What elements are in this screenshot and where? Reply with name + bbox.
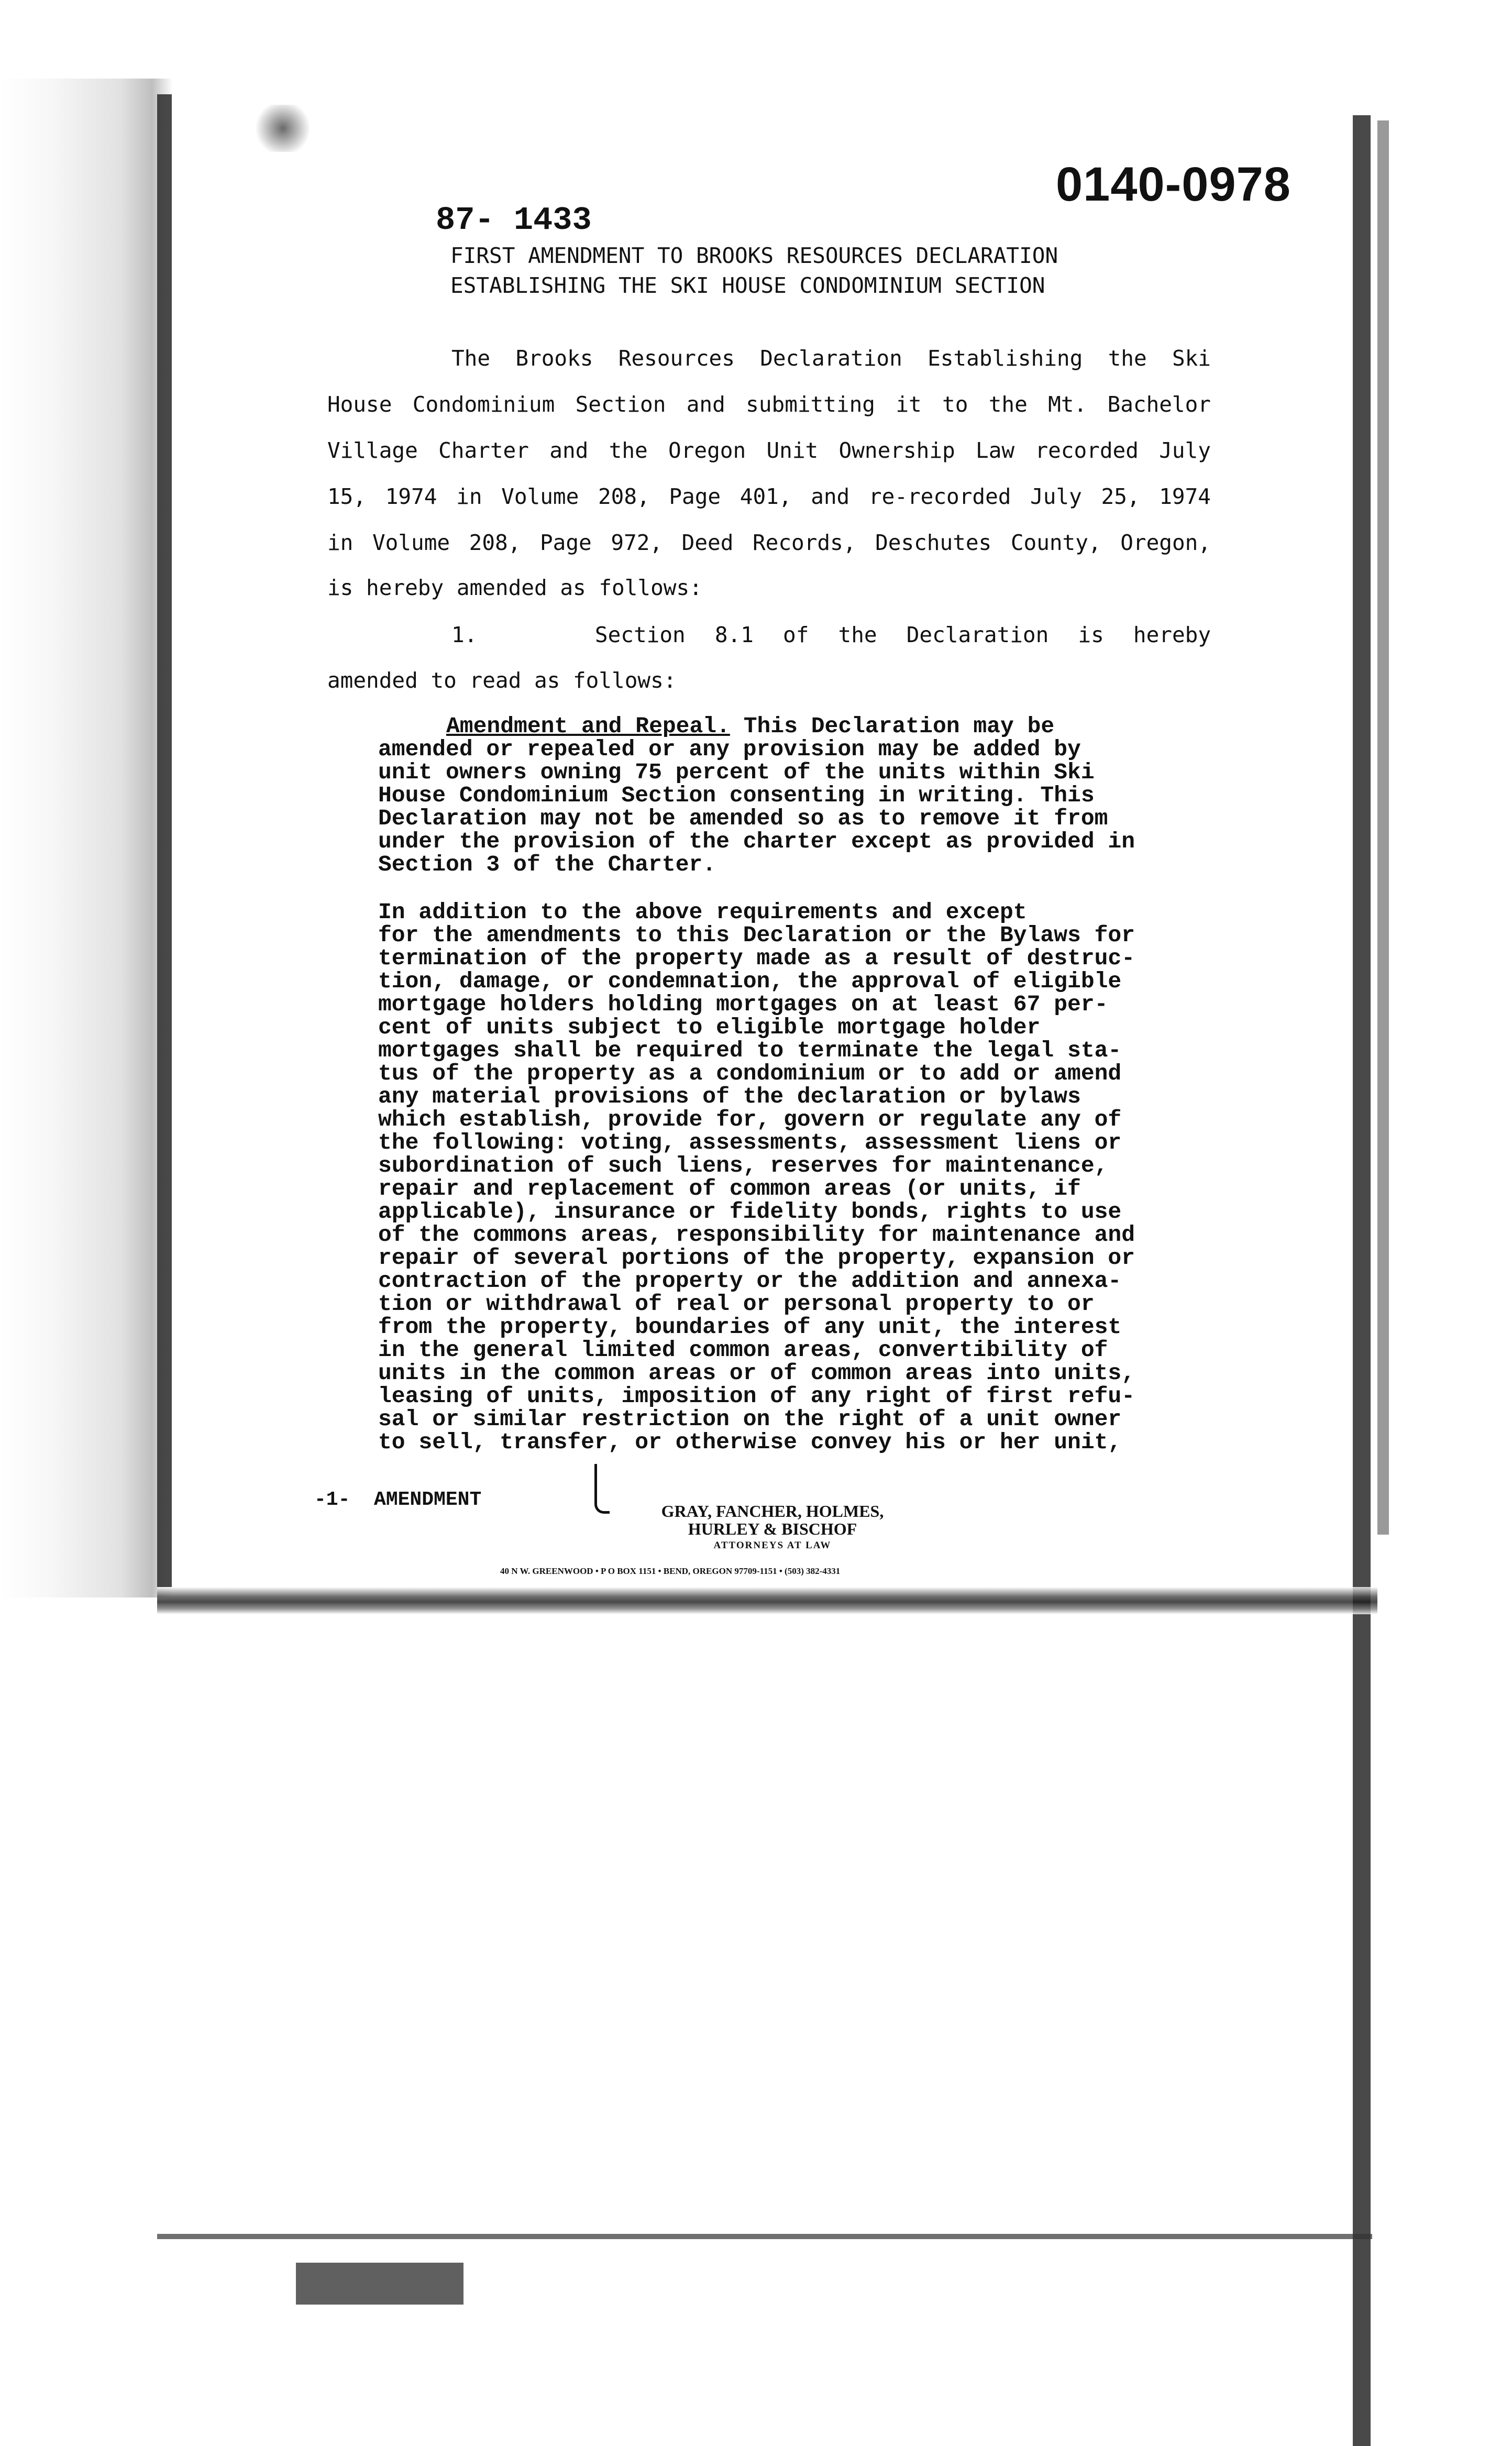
quote-line: which establish, provide for, govern or regulate any of	[378, 1107, 1122, 1132]
quote-line: tion or withdrawal of real or personal property to or	[378, 1291, 1095, 1317]
quote-line: subordination of such liens, reserves for maintenance,	[378, 1153, 1108, 1178]
firm-address: 40 N W. GREENWOOD • P O BOX 1151 • BEND, OREGON 97709-1151 • (503) 382-4331	[500, 1566, 841, 1576]
firm-name-line: GRAY, FANCHER, HOLMES,	[661, 1502, 884, 1521]
title-line: ESTABLISHING THE SKI HOUSE CONDOMINIUM SECTION	[450, 273, 1045, 298]
quote-line: applicable), insurance or fidelity bonds, rights to use	[378, 1199, 1122, 1225]
quote-line: contraction of the property or the addition and annexa-	[378, 1268, 1122, 1294]
scan-smudge	[296, 2263, 463, 2305]
quote-line: termination of the property made as a result of destruc-	[378, 945, 1135, 971]
scan-edge-right-inner	[1377, 120, 1389, 1535]
quoted-section-8-1	[378, 715, 1142, 876]
scan-edge-left	[157, 94, 172, 1587]
recording-number: 87- 1433	[436, 202, 592, 239]
quote-line: any material provisions of the declaration or bylaws	[378, 1084, 1081, 1109]
section-item-line: 1. Section 8.1 of the Declaration is hereby	[451, 622, 1211, 647]
quote-line: from the property, boundaries of any unit, the interest	[378, 1314, 1122, 1340]
quote-line: Declaration may not be amended so as to remove it from	[378, 806, 1108, 831]
page-footer-label: -1- AMENDMENT	[314, 1489, 482, 1511]
quote-line: mortgages shall be required to terminate the legal sta-	[378, 1038, 1122, 1063]
quote-line: House Condominium Section consenting in writing. This	[378, 783, 1095, 808]
firm-name-line: HURLEY & BISCHOF	[688, 1519, 857, 1538]
quoted-paragraph-2	[378, 901, 1142, 1454]
intro-line: Village Charter and the Oregon Unit Ownership Law recorded July	[327, 438, 1211, 463]
quote-line: tus of the property as a condominium or to add or amend	[378, 1061, 1122, 1086]
scan-shadow-left	[0, 79, 173, 1597]
quote-line: under the provision of the charter except as provided in	[378, 829, 1135, 854]
intro-line: is hereby amended as follows:	[327, 575, 702, 600]
firm-subtitle: ATTORNEYS AT LAW	[713, 1540, 832, 1551]
quote-line: for the amendments to this Declaration or the Bylaws for	[378, 922, 1135, 948]
quote-line: tion, damage, or condemnation, the approval of eligible	[378, 968, 1122, 994]
section-item-line: amended to read as follows:	[327, 668, 677, 693]
quote-line: leasing of units, imposition of any right of first refu-	[378, 1383, 1135, 1409]
quote-line: of the commons areas, responsibility for maintenance and	[378, 1222, 1135, 1248]
quote-line: amended or repealed or any provision may be added by	[378, 736, 1081, 762]
quote-line: mortgage holders holding mortgages on at least 67 per-	[378, 991, 1108, 1017]
intro-line: 15, 1974 in Volume 208, Page 401, and re-recorded July 25, 1974	[327, 484, 1211, 509]
quote-line: cent of units subject to eligible mortgage holder	[378, 1015, 1041, 1040]
quote-line: Section 3 of the Charter.	[378, 852, 716, 877]
scan-fold-band	[157, 1587, 1377, 1614]
intro-line: in Volume 208, Page 972, Deed Records, Deschutes County, Oregon,	[327, 530, 1211, 555]
intro-line: The Brooks Resources Declaration Establishing the Ski	[451, 346, 1211, 371]
quote-line: the following: voting, assessments, assessment liens or	[378, 1130, 1122, 1155]
document-title	[450, 241, 1058, 301]
law-firm-block	[602, 1502, 943, 1551]
intro-line: House Condominium Section and submitting it to the Mt. Bachelor	[327, 392, 1211, 417]
quote-line: repair and replacement of common areas (or units, if	[378, 1176, 1081, 1202]
quote-line: In addition to the above requirements and except	[378, 899, 1027, 925]
document-number: 0140-0978	[1056, 158, 1291, 211]
scan-bottom-edge	[157, 2234, 1372, 2239]
scan-speckle	[251, 105, 314, 152]
quote-line: units in the common areas or of common areas into units,	[378, 1360, 1135, 1386]
title-line: FIRST AMENDMENT TO BROOKS RESOURCES DECLARATION	[450, 243, 1058, 268]
quote-line: repair of several portions of the property, expansion or	[378, 1245, 1135, 1271]
quote-line: unit owners owning 75 percent of the units within Ski	[378, 759, 1095, 785]
quote-line: to sell, transfer, or otherwise convey his or her unit,	[378, 1429, 1122, 1455]
section-heading: Amendment and Repeal.	[446, 713, 730, 739]
scan-edge-right	[1353, 115, 1371, 2446]
quote-line: Amendment and Repeal. This Declaration may be	[446, 713, 1055, 739]
quote-line: sal or similar restriction on the right of a unit owner	[378, 1406, 1122, 1432]
quote-line: in the general limited common areas, convertibility of	[378, 1337, 1108, 1363]
